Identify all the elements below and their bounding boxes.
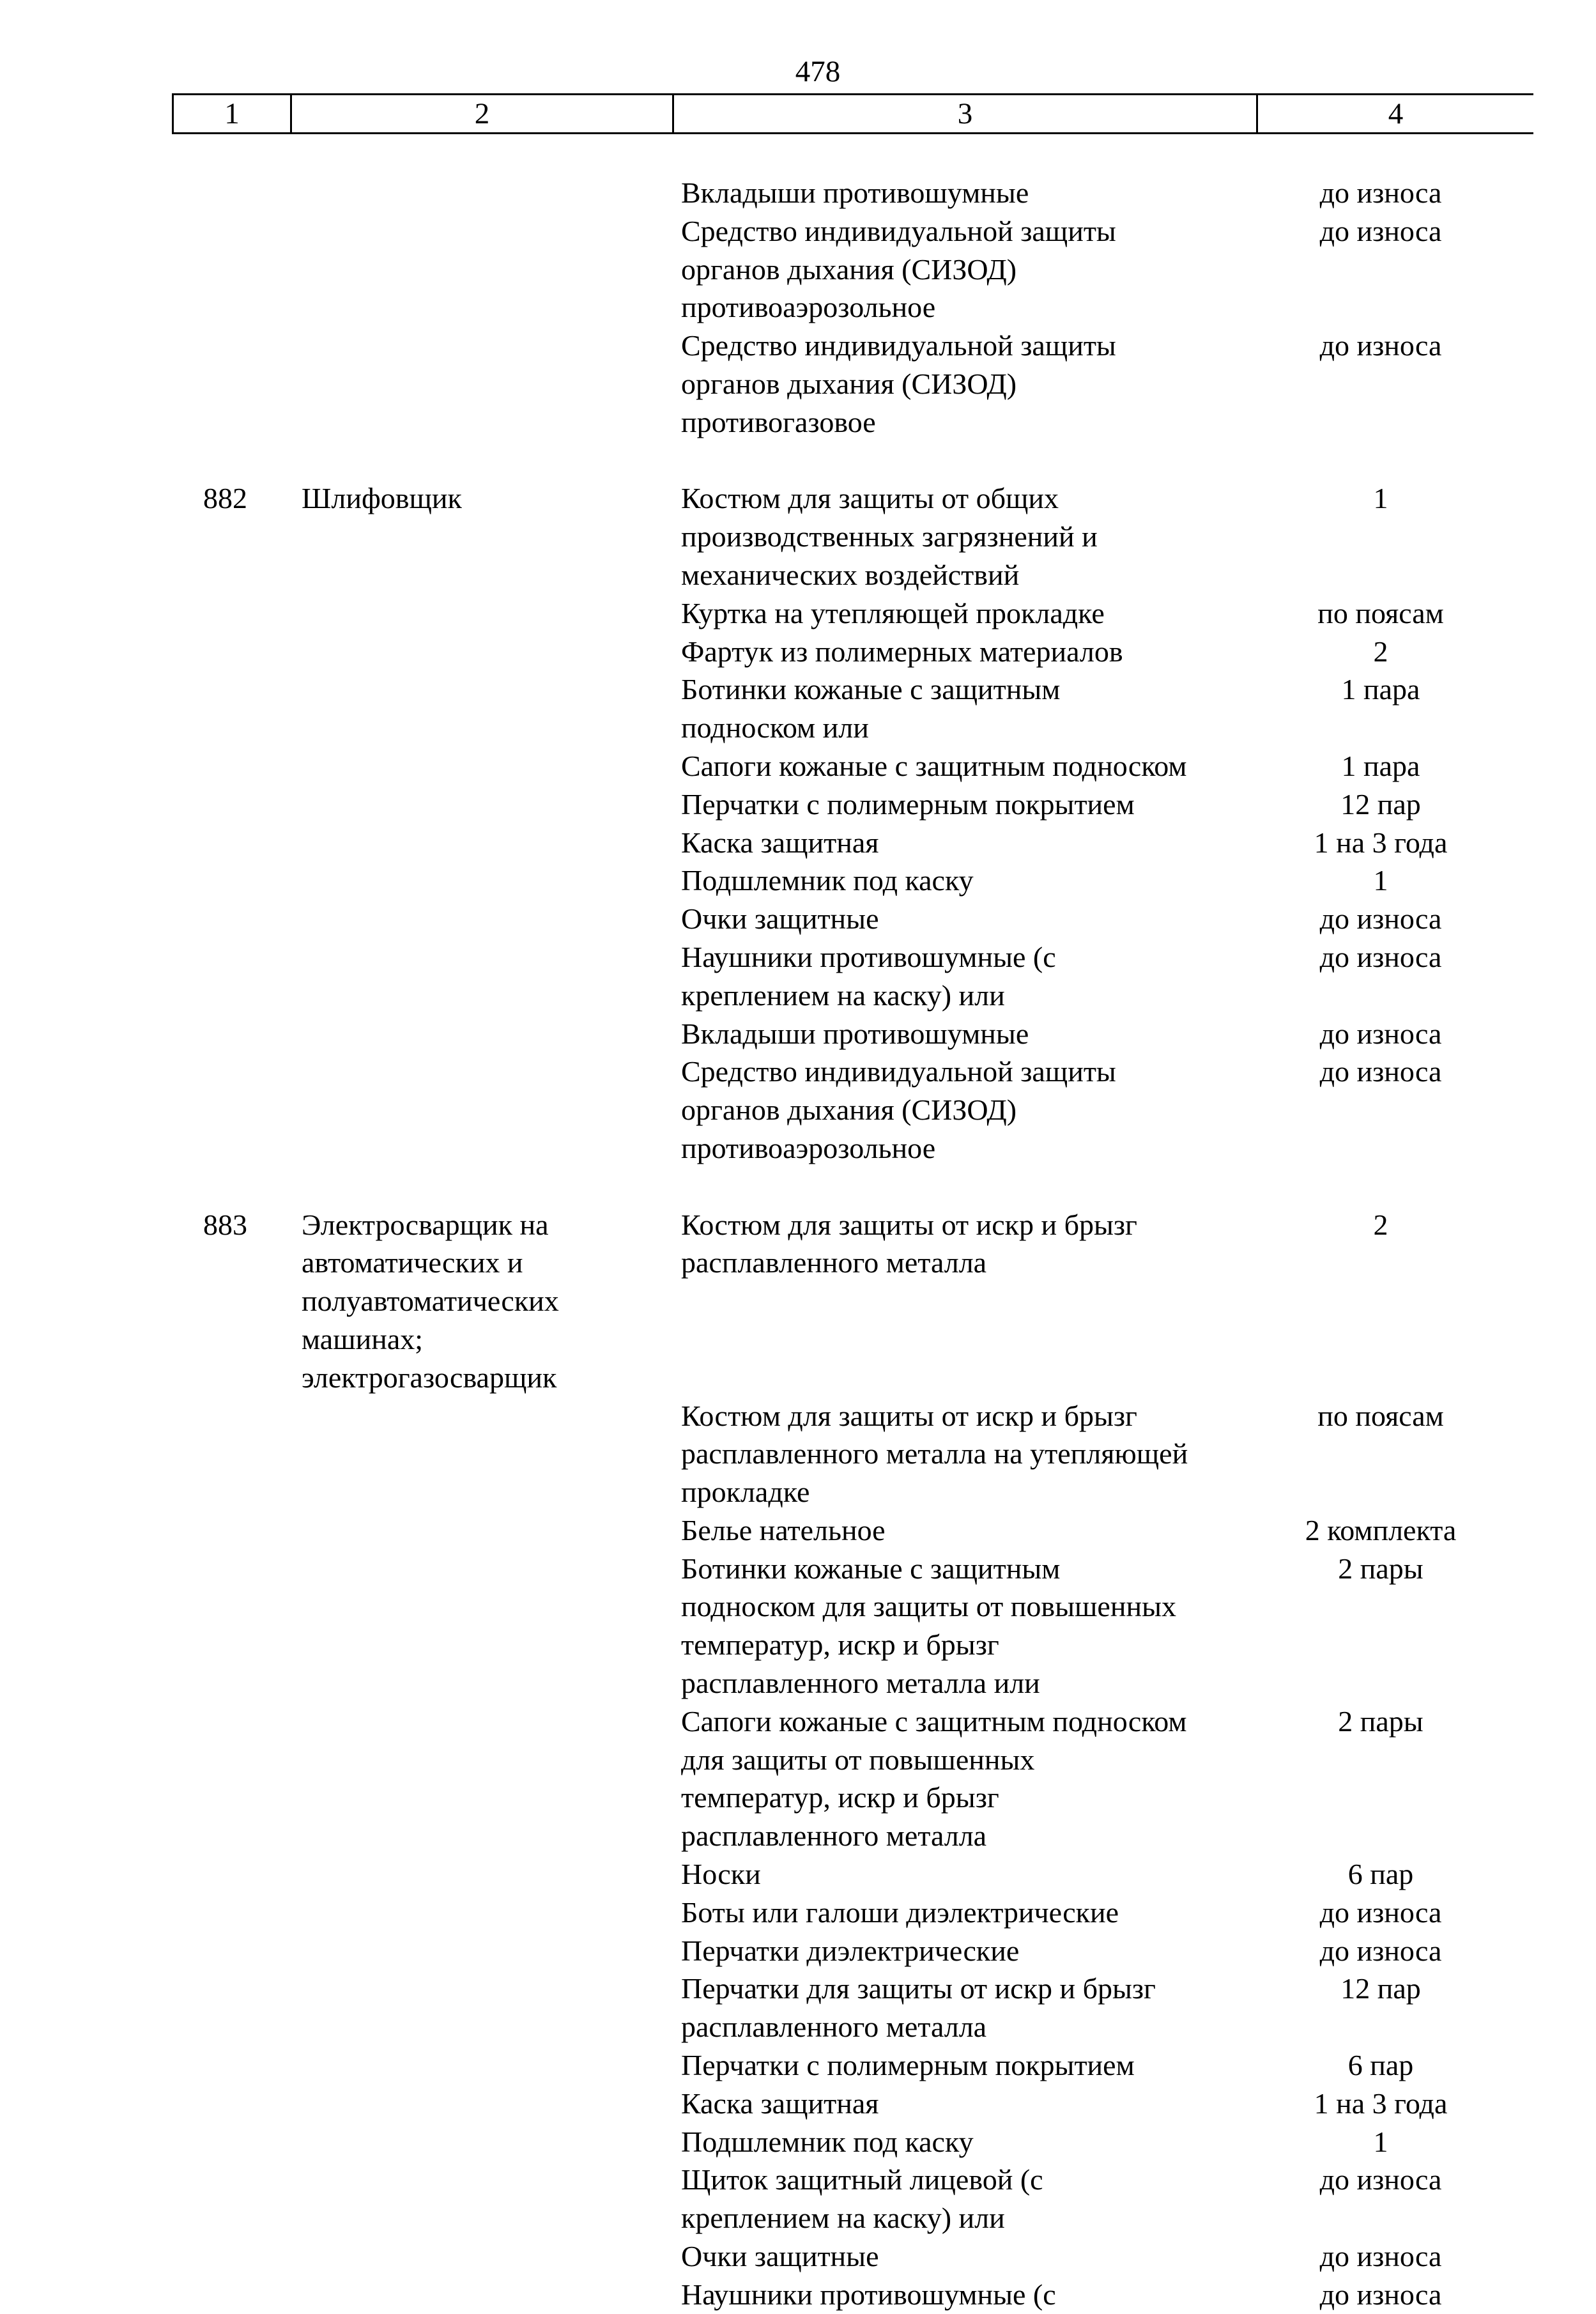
ppe-item: Костюм для защиты от искр и брызг расплавленного металла на утепляющей прокладке	[681, 1399, 1188, 1509]
issue-quantity: 2 пары	[1338, 1552, 1423, 1585]
column-header-3: 3	[674, 95, 1258, 132]
table-row	[0, 2161, 1596, 2237]
issue-quantity: 2	[1373, 1208, 1388, 1241]
issue-quantity: 1 пара	[1341, 749, 1420, 782]
ppe-item: Наушники противошумные (с	[681, 2278, 1056, 2311]
table-row	[0, 938, 1596, 1015]
issue-quantity: до износа	[1319, 2278, 1442, 2311]
issue-quantity: 1 на 3 года	[1314, 2086, 1448, 2120]
issue-quantity: до износа	[1319, 1934, 1442, 1967]
profession-name	[302, 900, 657, 938]
ppe-item: Средство индивидуальной защиты органов дыхания (СИЗОД) противоаэрозольное	[681, 214, 1116, 324]
profession-name	[302, 633, 657, 671]
profession-name	[302, 1015, 657, 1053]
ppe-item: Перчатки диэлектрические	[681, 1934, 1020, 1967]
table-row	[0, 747, 1596, 785]
issue-quantity: до износа	[1319, 2163, 1442, 2196]
ppe-item: Перчатки с полимерным покрытием	[681, 787, 1135, 821]
profession-name	[302, 1932, 657, 1970]
page-number: 478	[795, 55, 841, 88]
table-row	[0, 1206, 1596, 1397]
issue-quantity: 1 пара	[1341, 673, 1420, 706]
profession-name	[302, 594, 657, 633]
profession-name	[302, 1053, 657, 1167]
table-row	[0, 2276, 1596, 2314]
ppe-item: Средство индивидуальной защиты органов дыхания (СИЗОД) противогазовое	[681, 329, 1116, 438]
issue-quantity: 1 на 3 года	[1314, 826, 1448, 859]
table-row	[0, 1932, 1596, 1970]
profession-name	[302, 747, 657, 785]
issue-quantity: до износа	[1319, 902, 1442, 936]
profession-name	[302, 1970, 657, 2046]
ppe-item: Перчатки для защиты от искр и брызг расплавленного металла	[681, 1972, 1156, 2044]
profession-name	[302, 2123, 657, 2161]
profession-name	[302, 824, 657, 862]
issue-quantity: до износа	[1319, 2240, 1442, 2273]
ppe-item: Вкладыши противошумные	[681, 1017, 1029, 1050]
issue-quantity: 6 пар	[1347, 1858, 1414, 1891]
issue-quantity: 1	[1373, 482, 1388, 515]
table-row	[0, 1702, 1596, 1855]
issue-quantity: до износа	[1319, 940, 1442, 973]
ppe-item: Ботинки кожаные с защитным подноском для защиты от повышенных температур, искр и брызг расплавленного металла или	[681, 1552, 1176, 1700]
issue-quantity: до износа	[1319, 214, 1442, 247]
table-row	[0, 824, 1596, 862]
issue-quantity: по поясам	[1317, 1399, 1444, 1432]
ppe-item: Куртка на утепляющей прокладке	[681, 596, 1105, 629]
table-row	[0, 2085, 1596, 2123]
table-row	[0, 212, 1596, 327]
table-row	[0, 1855, 1596, 1894]
table-row	[0, 670, 1596, 747]
issue-quantity: 12 пар	[1340, 1972, 1421, 2005]
table-row	[0, 1015, 1596, 1053]
profession-name	[302, 861, 657, 900]
ppe-item: Костюм для защиты от искр и брызг расплавленного металла	[681, 1208, 1137, 1279]
column-header-1: 1	[174, 95, 292, 132]
ppe-item: Белье нательное	[681, 1513, 886, 1547]
ppe-item: Боты или галоши диэлектрические	[681, 1895, 1119, 1929]
ppe-item: Очки защитные	[681, 2240, 879, 2273]
profession-name: Шлифовщик	[302, 482, 462, 515]
table-row	[0, 174, 1596, 212]
ppe-item: Сапоги кожаные с защитным подноском для защиты от повышенных температур, искр и брызг расплавленного металла	[681, 1704, 1187, 1853]
profession-name: Электросварщик на автоматических и полуавтоматических машинах; электрогазосварщик	[302, 1208, 559, 1394]
table-row	[0, 594, 1596, 633]
ppe-item: Костюм для защиты от общих производственных загрязнений и механических воздействий	[681, 482, 1098, 591]
profession-name	[302, 1702, 657, 1855]
issue-quantity: 1	[1373, 2125, 1388, 2158]
column-header-2: 2	[292, 95, 674, 132]
column-header-4: 4	[1388, 97, 1404, 130]
issue-quantity: по поясам	[1317, 596, 1444, 629]
profession-name	[302, 2085, 657, 2123]
table-row	[0, 785, 1596, 824]
table-row	[0, 1550, 1596, 1702]
table-body	[0, 174, 1596, 2314]
issue-quantity: до износа	[1319, 329, 1442, 362]
ppe-item: Ботинки кожаные с защитным подноском или	[681, 673, 1061, 744]
profession-name	[302, 212, 657, 327]
profession-name	[302, 2276, 657, 2314]
profession-name	[302, 785, 657, 824]
profession-name	[302, 1855, 657, 1894]
profession-name	[302, 1894, 657, 1932]
table-row	[0, 1970, 1596, 2046]
profession-name	[302, 327, 657, 441]
profession-name	[302, 1397, 657, 1511]
ppe-item: Подшлемник под каску	[681, 864, 974, 897]
profession-name	[302, 174, 657, 212]
row-spacer	[0, 1168, 1596, 1206]
ppe-item: Сапоги кожаные с защитным подноском	[681, 749, 1187, 782]
profession-name	[302, 938, 657, 1015]
table-row	[0, 1511, 1596, 1550]
ppe-item: Перчатки с полимерным покрытием	[681, 2049, 1135, 2082]
issue-quantity: 2 комплекта	[1305, 1513, 1457, 1547]
ppe-item: Наушники противошумные (с креплением на каску) или	[681, 940, 1056, 1012]
issue-quantity: до износа	[1319, 1055, 1442, 1088]
profession-name	[302, 2161, 657, 2237]
table-row	[0, 327, 1596, 441]
issue-quantity: до износа	[1319, 1017, 1442, 1050]
table-row	[0, 1053, 1596, 1167]
issue-quantity: 12 пар	[1340, 787, 1421, 821]
table-row	[0, 2123, 1596, 2161]
entry-number: 882	[203, 482, 247, 515]
profession-name	[302, 670, 657, 747]
issue-quantity: 2 пары	[1338, 1704, 1423, 1738]
ppe-item: Фартук из полимерных материалов	[681, 635, 1123, 668]
ppe-item: Средство индивидуальной защиты органов дыхания (СИЗОД) противоаэрозольное	[681, 1055, 1116, 1164]
profession-name	[302, 1550, 657, 1702]
table-row	[0, 633, 1596, 671]
ppe-item: Очки защитные	[681, 902, 879, 936]
ppe-item: Подшлемник под каску	[681, 2125, 974, 2158]
issue-quantity: до износа	[1319, 176, 1442, 209]
ppe-item: Вкладыши противошумные	[681, 176, 1029, 209]
table-row	[0, 479, 1596, 594]
issue-quantity: 1	[1373, 864, 1388, 897]
row-spacer	[0, 442, 1596, 480]
issue-quantity: 6 пар	[1347, 2049, 1414, 2082]
profession-name	[302, 2046, 657, 2085]
table-row	[0, 1397, 1596, 1511]
issue-quantity: до износа	[1319, 1895, 1442, 1929]
table-row	[0, 1894, 1596, 1932]
table-row	[0, 900, 1596, 938]
issue-quantity: 2	[1373, 635, 1388, 668]
entry-number: 883	[203, 1208, 247, 1241]
table-header	[172, 93, 1533, 134]
ppe-item: Каска защитная	[681, 826, 879, 859]
ppe-item: Носки	[681, 1858, 761, 1891]
ppe-item: Щиток защитный лицевой (с креплением на каску) или	[681, 2163, 1043, 2235]
ppe-item: Каска защитная	[681, 2086, 879, 2120]
table-row	[0, 861, 1596, 900]
table-row	[0, 2046, 1596, 2085]
profession-name	[302, 1511, 657, 1550]
